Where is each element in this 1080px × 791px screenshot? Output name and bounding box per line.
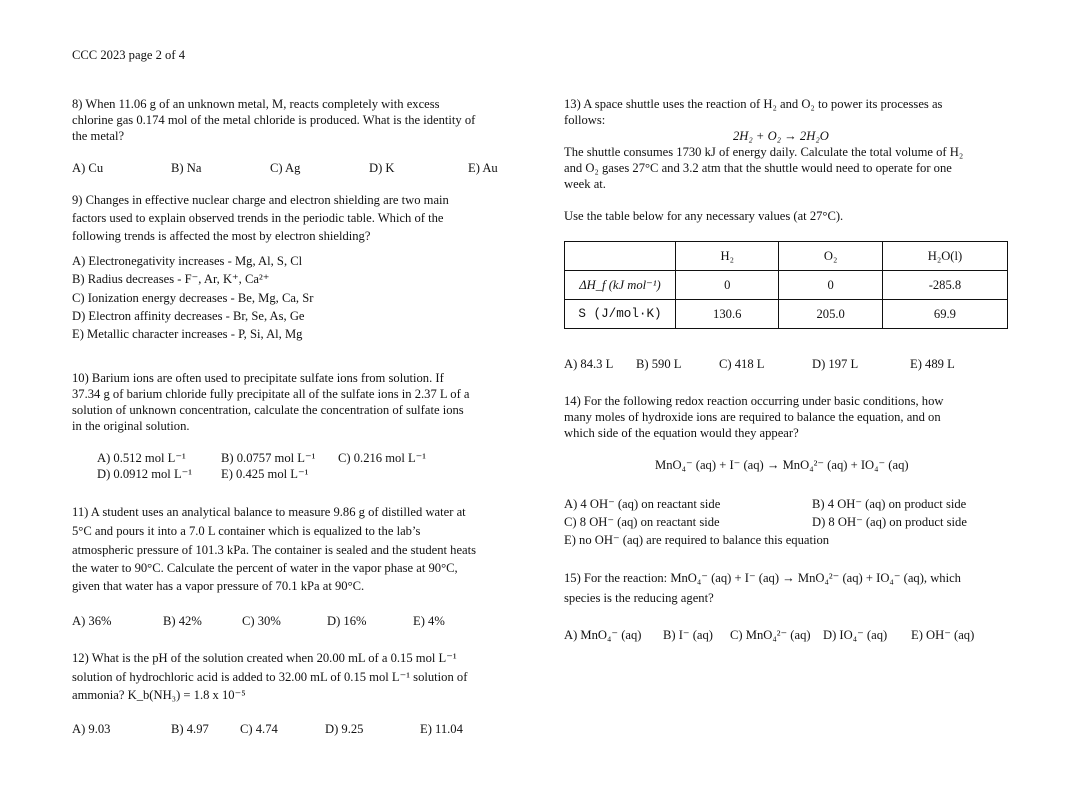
table-row bbox=[565, 271, 1008, 300]
answer-option-d[interactable]: D) K bbox=[369, 161, 395, 175]
answer-option-b[interactable]: B) I⁻ (aq) bbox=[663, 628, 714, 642]
table-cell: 0 bbox=[676, 271, 779, 300]
table-header-cell: H₂O(l) bbox=[882, 242, 1007, 271]
answer-option-a[interactable]: A) MnO₄⁻ (aq) bbox=[564, 628, 642, 642]
answer-option-d[interactable]: D) 16% bbox=[327, 614, 367, 628]
answer-option-a[interactable]: A) 4 OH⁻ (aq) on reactant side bbox=[564, 497, 721, 511]
reaction-equation: 2H₂ + O₂ → 2H₂O bbox=[733, 129, 829, 143]
answer-option-a[interactable]: A) 0.512 mol L⁻¹ bbox=[97, 451, 186, 465]
table-cell: 69.9 bbox=[882, 300, 1007, 329]
question-text-line: solution of hydrochloric acid is added to 32.00 mL of 0.15 mol L⁻¹ solution of bbox=[72, 670, 468, 684]
question-text-line: atmospheric pressure of 101.3 kPa. The container is sealed and the student heats bbox=[72, 543, 477, 557]
question-text-line: solution of unknown concentration, calculate the concentration of sulfate ions bbox=[72, 403, 464, 417]
answer-option-c[interactable]: C) Ionization energy decreases - Be, Mg, Ca, Sr bbox=[72, 291, 314, 305]
question-text-line: species is the reducing agent? bbox=[564, 591, 714, 605]
question-text-line: chlorine gas 0.174 mol of the metal chloride is produced. What is the identity of bbox=[72, 113, 476, 127]
table-cell: 0 bbox=[779, 271, 882, 300]
question-text-line: in the original solution. bbox=[72, 419, 190, 433]
answer-option-c[interactable]: C) 418 L bbox=[719, 357, 765, 371]
answer-option-c[interactable]: C) 8 OH⁻ (aq) on reactant side bbox=[564, 515, 720, 529]
question-text-line: many moles of hydroxide ions are required to balance the equation, and on bbox=[564, 410, 941, 424]
question-text-line: the metal? bbox=[72, 129, 125, 143]
page-header: CCC 2023 page 2 of 4 bbox=[72, 48, 185, 62]
answer-option-d[interactable]: D) 8 OH⁻ (aq) on product side bbox=[812, 515, 967, 529]
answer-option-e[interactable]: E) 489 L bbox=[910, 357, 955, 371]
question-text-line: The shuttle consumes 1730 kJ of energy daily. Calculate the total volume of H₂ bbox=[564, 145, 964, 159]
table-row bbox=[565, 300, 1008, 329]
table-cell: 205.0 bbox=[779, 300, 882, 329]
answer-option-b[interactable]: B) Na bbox=[171, 161, 202, 175]
answer-option-b[interactable]: B) 590 L bbox=[636, 357, 682, 371]
table-header-cell bbox=[565, 242, 676, 271]
answer-option-c[interactable]: C) 0.216 mol L⁻¹ bbox=[338, 451, 427, 465]
answer-option-b[interactable]: B) 4 OH⁻ (aq) on product side bbox=[812, 497, 967, 511]
answer-option-b[interactable]: B) 42% bbox=[163, 614, 202, 628]
question-text-line: week at. bbox=[564, 177, 606, 191]
question-text-line: 10) Barium ions are often used to precipitate sulfate ions from solution. If bbox=[72, 371, 444, 385]
answer-option-a[interactable]: A) Cu bbox=[72, 161, 104, 175]
question-text-line: and O₂ gases 27°C and 3.2 atm that the shuttle would need to operate for one bbox=[564, 161, 952, 175]
question-text-line: 12) What is the pH of the solution created when 20.00 mL of a 0.15 mol L⁻¹ bbox=[72, 651, 457, 665]
answer-option-d[interactable]: D) IO₄⁻ (aq) bbox=[823, 628, 888, 642]
answer-option-e[interactable]: E) 0.425 mol L⁻¹ bbox=[221, 467, 309, 481]
table-header-row bbox=[565, 242, 1008, 271]
table-row-label: S (J/mol·K) bbox=[565, 300, 676, 329]
question-text-line: ammonia? K_b(NH₃) = 1.8 x 10⁻⁵ bbox=[72, 688, 246, 702]
answer-option-d[interactable]: D) 197 L bbox=[812, 357, 859, 371]
answer-option-b[interactable]: B) Radius decreases - F⁻, Ar, K⁺, Ca²⁺ bbox=[72, 272, 270, 286]
question-text-line: 37.34 g of barium chloride fully precipitate all of the sulfate ions in 2.37 L of a bbox=[72, 387, 470, 401]
answer-option-e[interactable]: E) Au bbox=[468, 161, 498, 175]
answer-option-d[interactable]: D) 9.25 bbox=[325, 722, 364, 736]
table-cell: 130.6 bbox=[676, 300, 779, 329]
redox-equation: MnO₄⁻ (aq) + I⁻ (aq) → MnO₄²⁻ (aq) + IO₄⁻ (aq) bbox=[655, 458, 909, 472]
answer-option-e[interactable]: E) 11.04 bbox=[420, 722, 463, 736]
question-text-line: which side of the equation would they appear? bbox=[564, 426, 799, 440]
question-text-line: 5°C and pours it into a 7.0 L container which is equalized to the lab’s bbox=[72, 524, 421, 538]
question-text-line: 11) A student uses an analytical balance to measure 9.86 g of distilled water at bbox=[72, 505, 466, 519]
answer-option-d[interactable]: D) 0.0912 mol L⁻¹ bbox=[97, 467, 193, 481]
thermo-data-table bbox=[564, 241, 1008, 329]
answer-option-c[interactable]: C) 4.74 bbox=[240, 722, 278, 736]
answer-option-e[interactable]: E) no OH⁻ (aq) are required to balance this equation bbox=[564, 533, 830, 547]
answer-option-b[interactable]: B) 0.0757 mol L⁻¹ bbox=[221, 451, 316, 465]
question-text-line: given that water has a vapor pressure of 70.1 kPa at 90°C. bbox=[72, 579, 365, 593]
table-cell: -285.8 bbox=[882, 271, 1007, 300]
table-header-cell: H₂ bbox=[676, 242, 779, 271]
question-text-line: factors used to explain observed trends in the periodic table. Which of the bbox=[72, 211, 444, 225]
answer-option-a[interactable]: A) 9.03 bbox=[72, 722, 111, 736]
answer-option-e[interactable]: E) 4% bbox=[413, 614, 445, 628]
question-text-line: 9) Changes in effective nuclear charge and electron shielding are two main bbox=[72, 193, 449, 207]
answer-option-b[interactable]: B) 4.97 bbox=[171, 722, 209, 736]
answer-option-c[interactable]: C) 30% bbox=[242, 614, 281, 628]
answer-option-e[interactable]: E) Metallic character increases - P, Si, Al, Mg bbox=[72, 327, 303, 341]
answer-option-c[interactable]: C) Ag bbox=[270, 161, 301, 175]
question-text-line: 15) For the reaction: MnO₄⁻ (aq) + I⁻ (aq) → MnO₄²⁻ (aq) + IO₄⁻ (aq), which bbox=[564, 571, 961, 585]
question-text-line: following trends is affected the most by electron shielding? bbox=[72, 229, 371, 243]
table-header-cell: O₂ bbox=[779, 242, 882, 271]
answer-option-a[interactable]: A) Electronegativity increases - Mg, Al, S, Cl bbox=[72, 254, 303, 268]
answer-option-a[interactable]: A) 84.3 L bbox=[564, 357, 614, 371]
answer-option-a[interactable]: A) 36% bbox=[72, 614, 112, 628]
question-text-line: the water to 90°C. Calculate the percent of water in the vapor phase at 90°C, bbox=[72, 561, 458, 575]
question-text-line: follows: bbox=[564, 113, 606, 127]
answer-option-c[interactable]: C) MnO₄²⁻ (aq) bbox=[730, 628, 811, 642]
question-text-line: 14) For the following redox reaction occurring under basic conditions, how bbox=[564, 394, 944, 408]
answer-option-e[interactable]: E) OH⁻ (aq) bbox=[911, 628, 975, 642]
table-row-label: ΔH_f (kJ mol⁻¹) bbox=[565, 271, 676, 300]
answer-option-d[interactable]: D) Electron affinity decreases - Br, Se, As, Ge bbox=[72, 309, 305, 323]
question-text-line: 13) A space shuttle uses the reaction of H₂ and O₂ to power its processes as bbox=[564, 97, 943, 111]
table-intro: Use the table below for any necessary values (at 27°C). bbox=[564, 209, 844, 223]
question-text-line: 8) When 11.06 g of an unknown metal, M, reacts completely with excess bbox=[72, 97, 440, 111]
